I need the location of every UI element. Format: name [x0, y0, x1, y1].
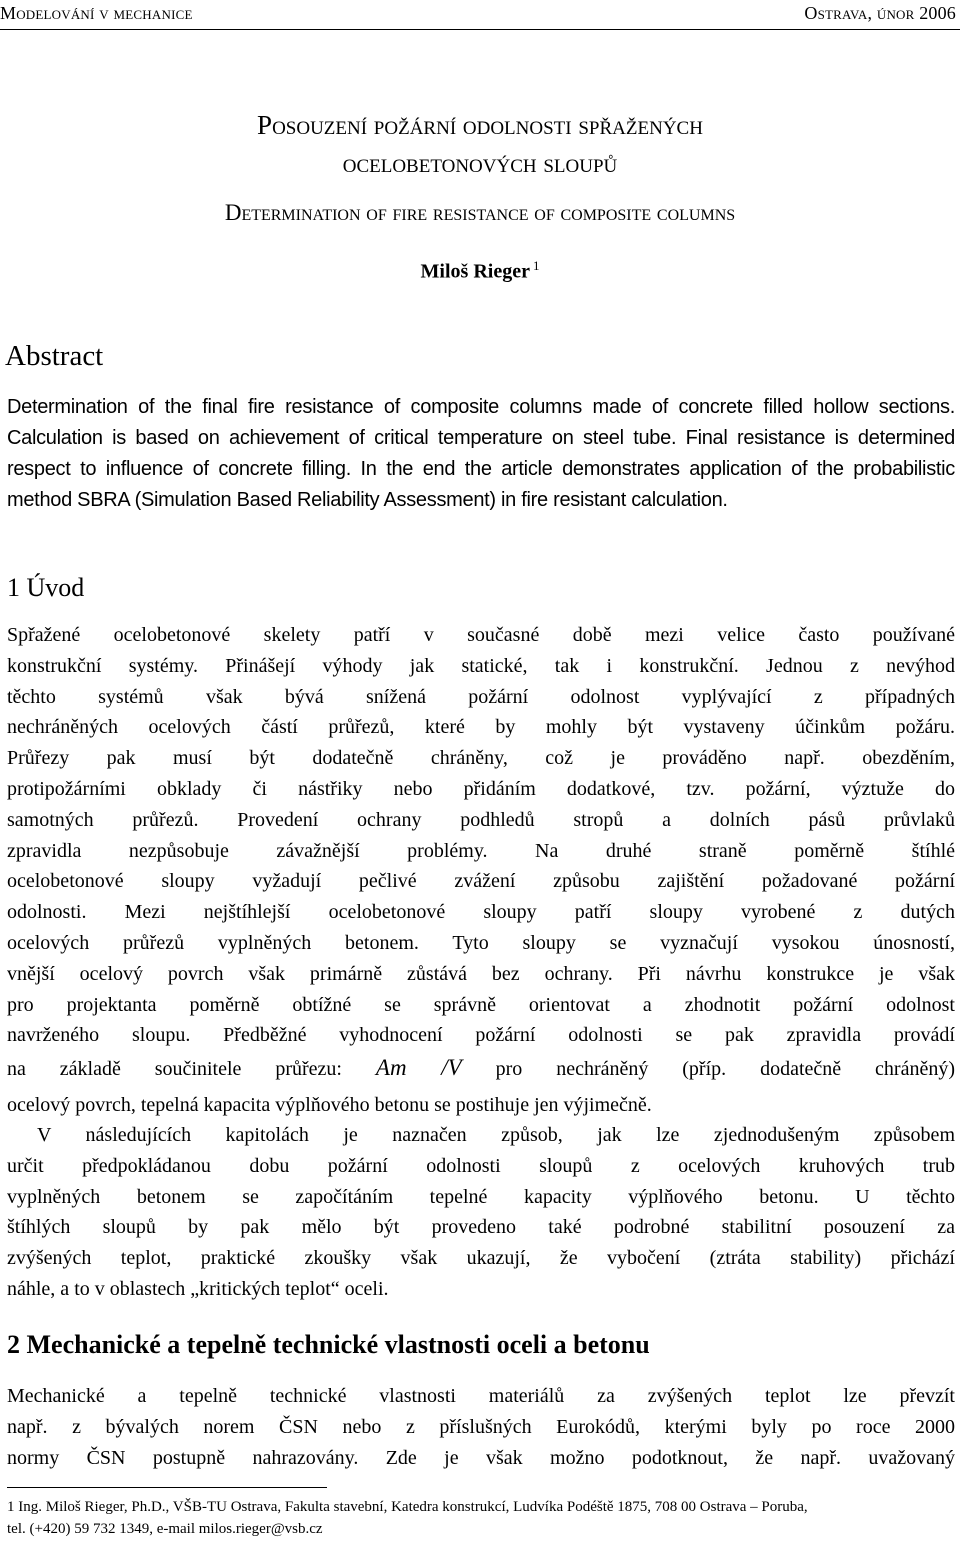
title-czech-line2: ocelobetonových sloupů — [342, 148, 618, 178]
paragraph-line: V následujících kapitolách je naznačen způsob, jak lze zjednodušeným způsobem — [37, 1124, 955, 1146]
paragraph-line: navrženého sloupu. Předběžné vyhodnocení požární odolnosti se pak zpravidla provádí — [7, 1024, 955, 1047]
footnote-line2: tel. (+420) 59 732 1349, e-mail milos.rieger@vsb.cz — [7, 1521, 323, 1537]
header-rule — [0, 29, 960, 30]
paragraph-line: štíhlých sloupů by pak mělo být provedeno také podrobné stabilitní posouzení za — [7, 1216, 955, 1239]
paragraph-line: náhle, a to v oblastech „kritických teplot“ oceli. — [7, 1278, 389, 1300]
formula-trail: pro nechráněný (příp. dodatečně chráněný) — [495, 1058, 956, 1080]
author-footnote-mark: 1 — [532, 258, 540, 273]
formula-lead: na základě součinitele průřezu: — [7, 1058, 342, 1080]
running-header-left: Modelování v mechanice — [0, 3, 193, 23]
paragraph-line: Mechanické a tepelně technické vlastnosti materiálů za zvýšených teplot lze převzít — [7, 1385, 955, 1407]
paragraph-line: vyplněných betonem se započítáním tepelné kapacity výplňového betonu. U těchto — [7, 1185, 955, 1208]
paragraph-line: určit předpokládanou dobu požární odolnosti sloupů z ocelových kruhových trub — [7, 1154, 955, 1177]
formula-line — [7, 1052, 955, 1085]
section-factor-formula: Am /V — [375, 1055, 462, 1080]
author — [0, 258, 960, 284]
paragraph-line: protipožárními obklady či nástřiky nebo přidáním dodatkové, tzv. požární, výztuže do — [7, 778, 955, 800]
paragraph-line: těchto systémů však bývá snížená požární odolnost vyplývající z případných — [7, 685, 955, 708]
paragraph-line: pro projektanta poměrně obtížné se správně orientovat a zhodnotit požární odolnost — [7, 993, 955, 1016]
footnote-rule — [7, 1487, 327, 1488]
abstract-text: Determination of the final fire resistance of composite columns made of concrete filled hollow sections. Calculation is based on achievement of critical temperature on steel tube. Final resistance is determined respect to influence of concrete filling. In the end the article demonstrates application of the probabilistic method SBRA (Simulation Based Reliability Assessment) in fire resistant calculation. — [7, 396, 955, 511]
paragraph-line: nechráněných ocelových částí průřezů, které by mohly být vystaveny účinkům požáru. — [7, 716, 955, 739]
paragraph-line: ocelových průřezů vyplněných betonem. Tyto sloupy se vyznačují vysokou únosností, — [7, 932, 955, 954]
author-name: Miloš Rieger — [420, 260, 530, 283]
paragraph-line: zvýšených teplot, praktické zkoušky však ukazují, že vybočení (ztráta stability) přichází — [7, 1247, 955, 1270]
paragraph-line: odolnosti. Mezi nejštíhlejší ocelobetonové sloupy patří sloupy vyrobené z dutých — [7, 901, 955, 924]
paragraph-line: Průřezy pak musí být dodatečně chráněny, což je prováděno např. obezděním, — [7, 747, 955, 770]
running-header-right: Ostrava, únor 2006 — [804, 3, 956, 23]
title-czech-line1: Posouzení požární odolnosti spřažených — [257, 110, 703, 140]
paragraph-line: konstrukční systémy. Přinášejí výhody jak statické, tak i konstrukční. Jednou z nevýhod — [7, 654, 955, 677]
abstract-heading: Abstract — [5, 340, 104, 372]
title-english: Determination of fire resistance of composite columns — [224, 200, 736, 225]
paragraph-line: ocelobetonové sloupy vyžadují pečlivé zvážení způsobu zajištění požadované požární — [7, 870, 955, 893]
section-1-heading: 1 Úvod — [7, 573, 85, 602]
footnote-line1: 1 Ing. Miloš Rieger, Ph.D., VŠB-TU Ostrava, Fakulta stavební, Katedra konstrukcí, Ludvíka Podéště 1875, 708 00 Ostrava – Poruba, — [7, 1499, 808, 1515]
section-2-heading: 2 Mechanické a tepelně technické vlastnosti oceli a betonu — [7, 1330, 650, 1359]
paragraph-line: normy ČSN postupně nahrazovány. Zde je však možno podotknout, že např. uvažovaný — [7, 1446, 955, 1469]
paragraph-line: Spřažené ocelobetonové skelety patří v současné době mezi velice často používané — [7, 624, 955, 646]
paragraph-line: zpravidla nezpůsobuje závažnější problémy. Na druhé straně poměrně štíhlé — [7, 839, 955, 862]
paragraph-line: samotných průřezů. Provedení ochrany podhledů stropů a dolních pásů průvlaků — [7, 808, 955, 831]
paragraph-line: vnější ocelový povrch však primárně zůstává bez ochrany. Při návrhu konstrukce je však — [7, 962, 955, 985]
paragraph-line: ocelový povrch, tepelná kapacita výplňového betonu se postihuje jen výjimečně. — [7, 1094, 652, 1116]
paragraph-line: např. z bývalých norem ČSN nebo z příslušných Eurokódů, kterými byly po roce 2000 — [7, 1415, 955, 1438]
